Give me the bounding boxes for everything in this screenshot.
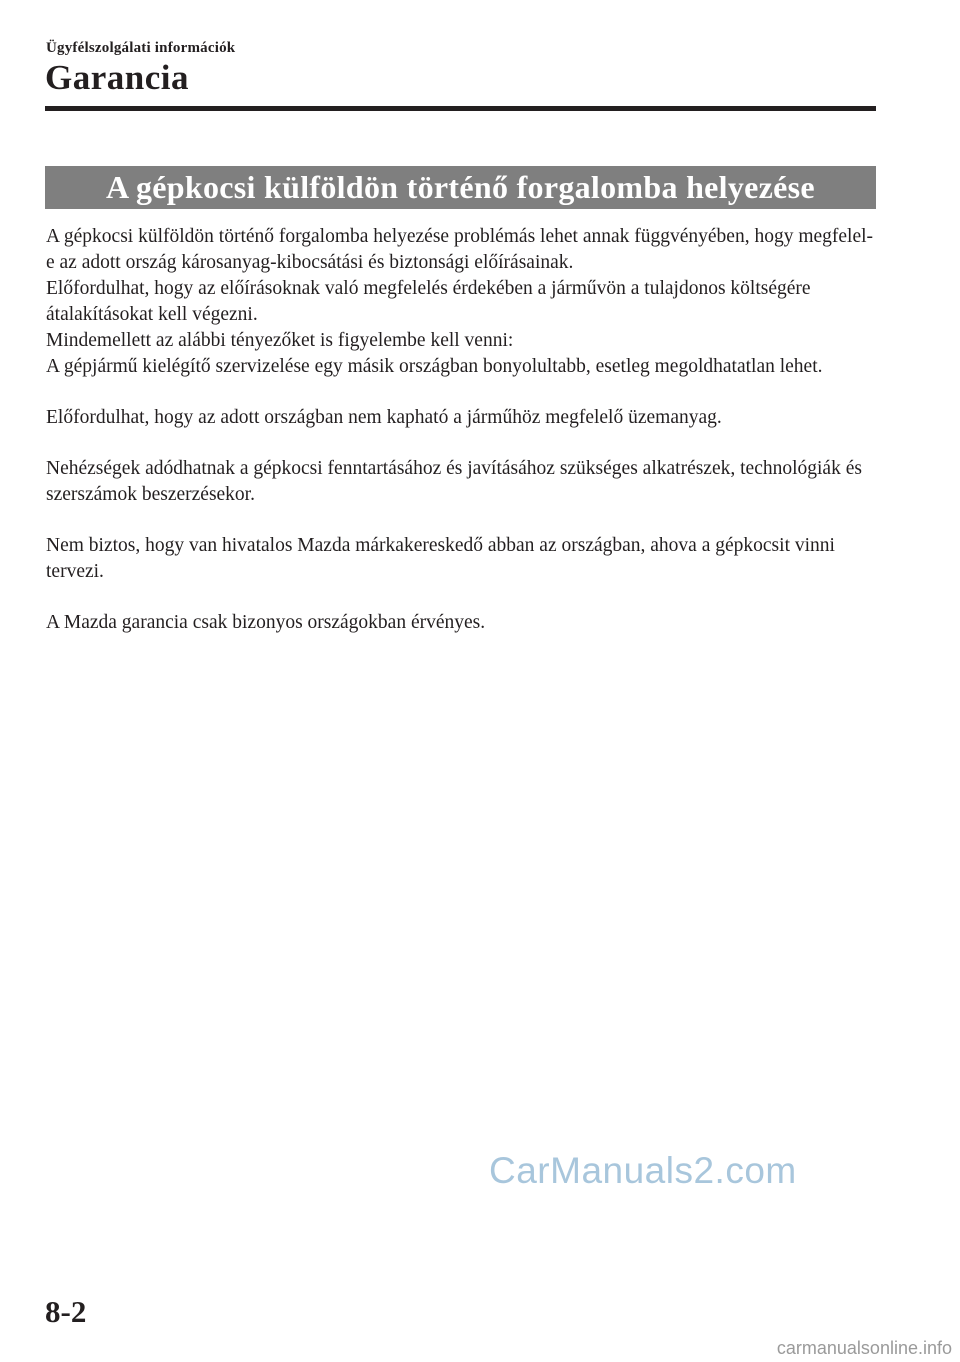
paragraph: Mindemellett az alábbi tényezőket is figyelembe kell venni: [46,330,514,351]
paragraph: Nem biztos, hogy van hivatalos Mazda márkakereskedő abban az országban, ahova a gépkocsit vinni tervezi. [46,535,835,582]
paragraph: A Mazda garancia csak bizonyos országokban érvényes. [46,612,486,633]
watermark-logo: CarManuals2.com [489,1150,797,1191]
paragraph: Nehézségek adódhatnak a gépkocsi fenntartásához és javításához szükséges alkatrészek, technológiák és szerszámok beszerzésekor. [46,458,862,505]
site-watermark: carmanualsonline.info [776,1338,952,1358]
paragraph: Előfordulhat, hogy az adott országban nem kapható a járműhöz megfelelő üzemanyag. [46,407,722,428]
paragraph: A gépjármű kielégítő szervizelése egy másik országban bonyolultabb, esetleg megoldhatatlan lehet. [46,356,823,377]
title-divider [45,106,876,111]
paragraph: A gépkocsi külföldön történő forgalomba helyezése problémás lehet annak függvényében, hogy megfelel-e az adott ország károsanyag-kibocsátási és biztonsági előírásainak. [46,226,874,273]
page-number: 8-2 [45,1294,87,1329]
breadcrumb: Ügyfélszolgálati információk [46,40,236,56]
section-body [46,224,878,636]
section-heading-banner [45,166,876,209]
paragraph: Előfordulhat, hogy az előírásoknak való megfelelés érdekében a járművön a tulajdonos költségére átalakításokat kell végezni. [46,278,811,325]
section-heading: A gépkocsi külföldön történő forgalomba helyezése [106,169,815,205]
page-title: Garancia [45,58,189,97]
